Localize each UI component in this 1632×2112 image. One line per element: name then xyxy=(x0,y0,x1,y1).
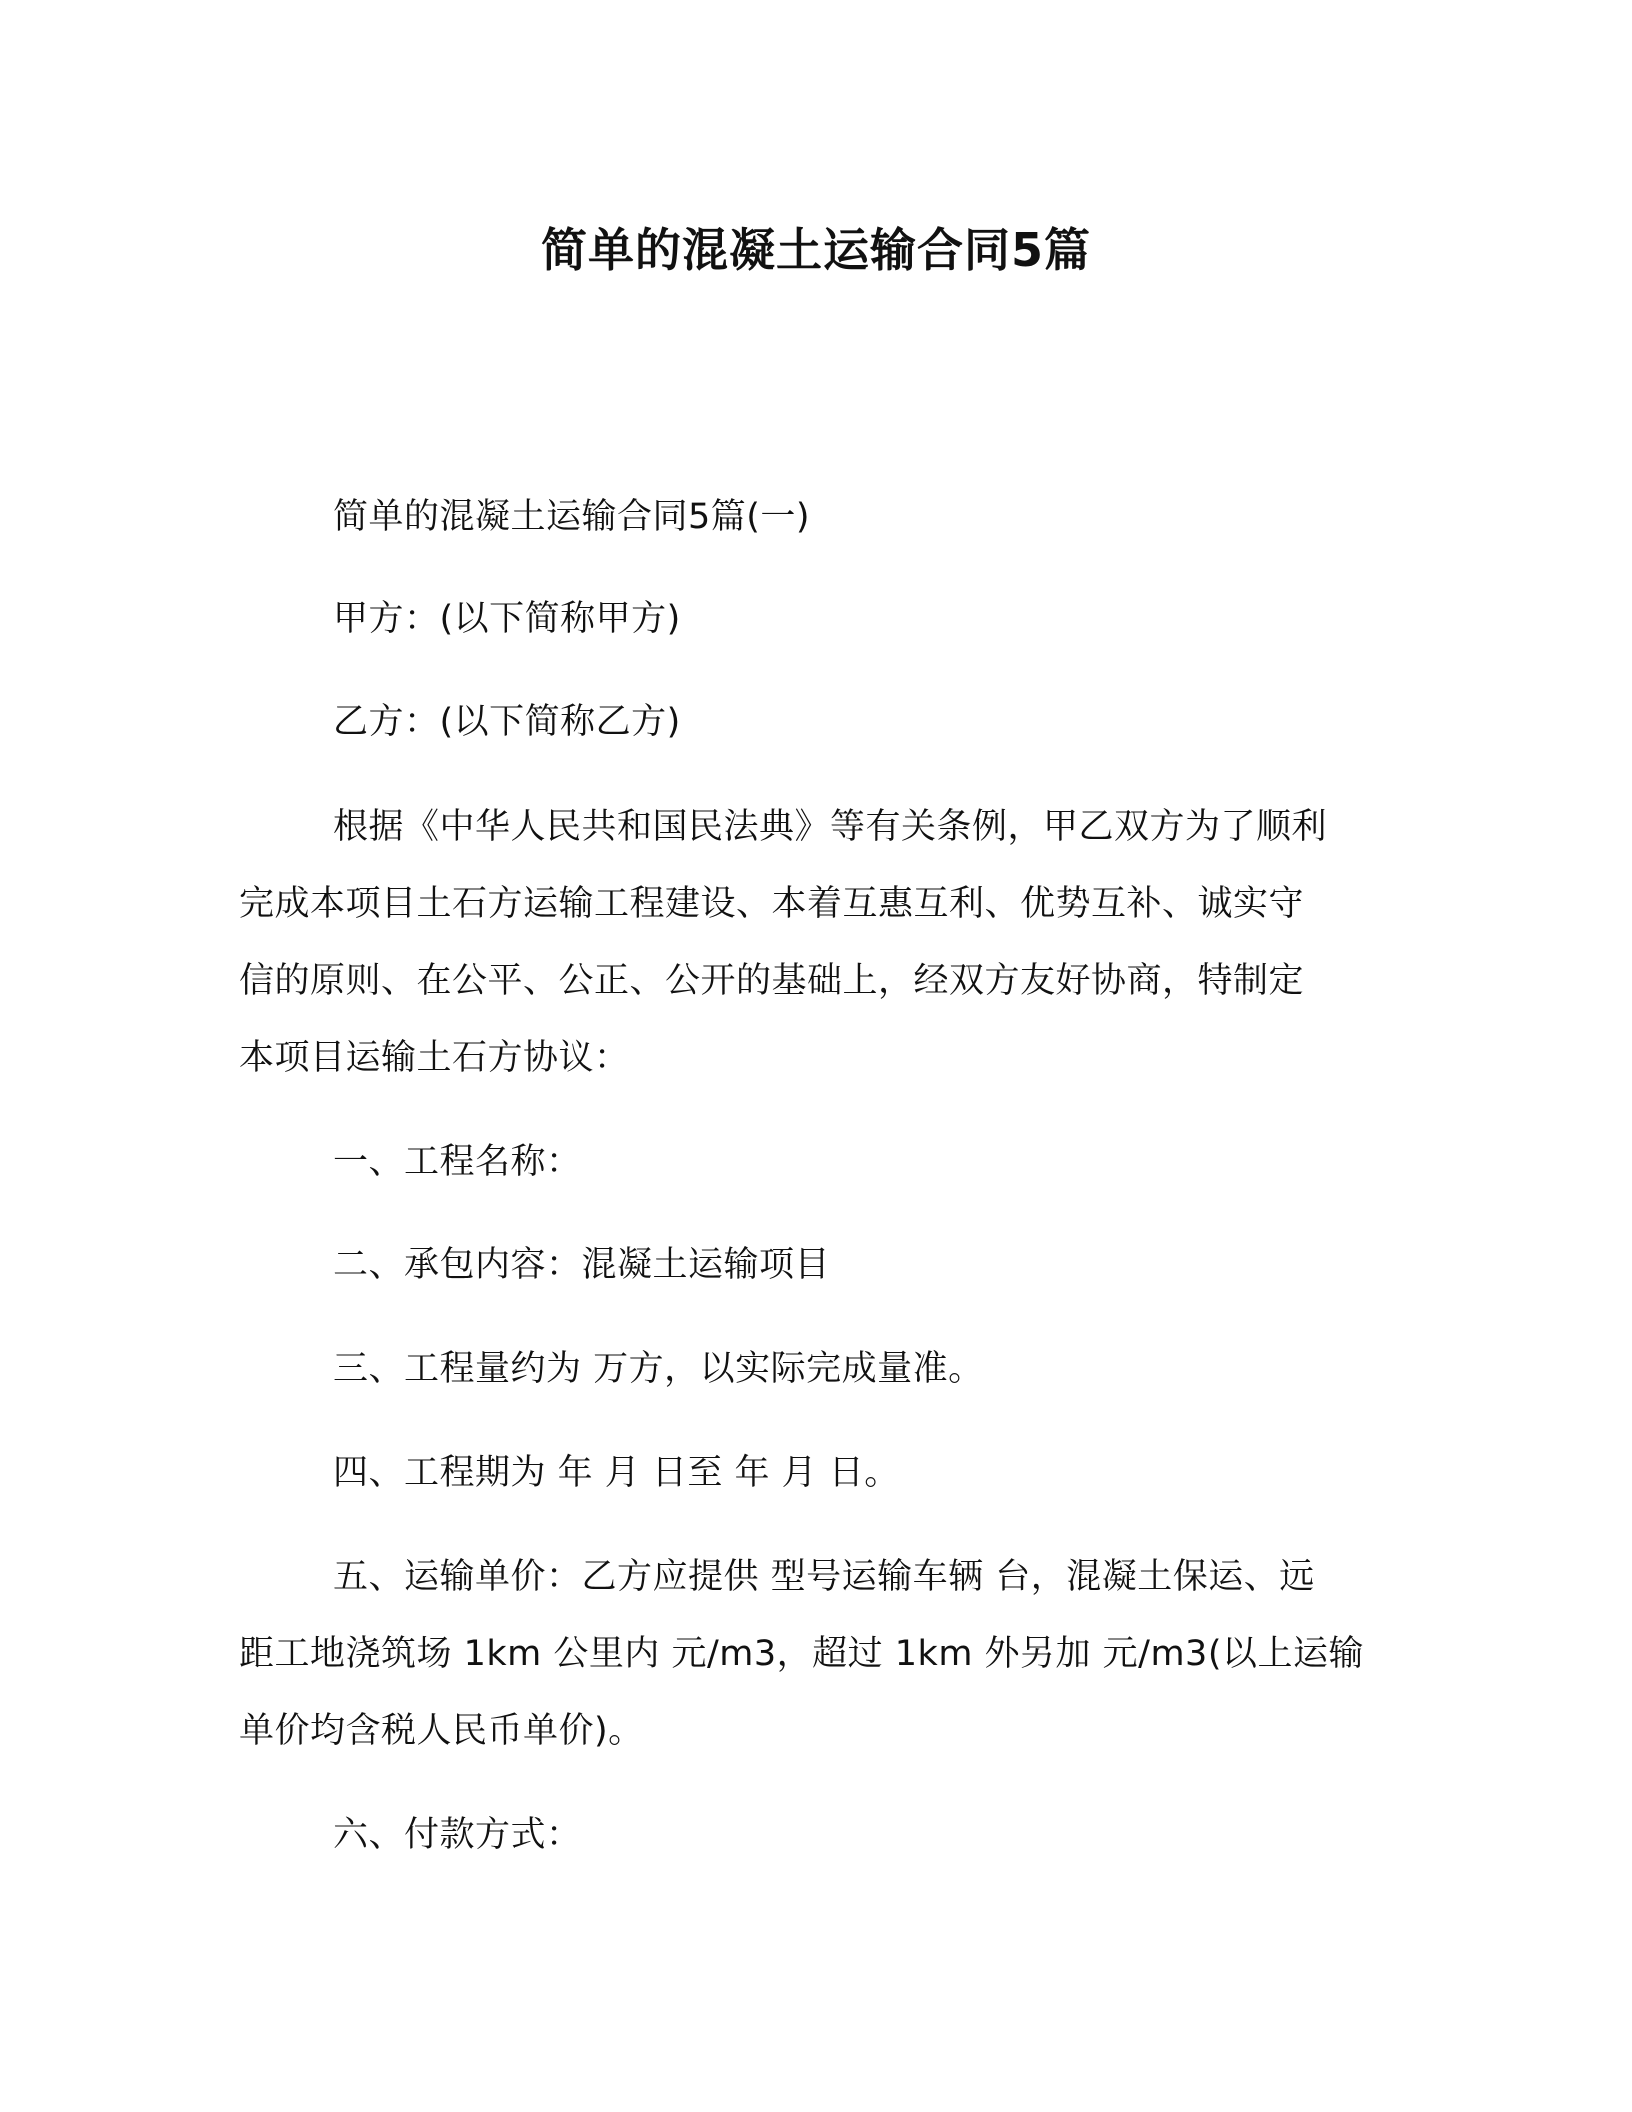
party-a-line: 甲方：(以下简称甲方) xyxy=(333,599,681,639)
clause-payment: 六、付款方式： xyxy=(333,1815,582,1855)
paragraph-line: 完成本项目土石方运输工程建设、本着互惠互利、优势互补、诚实守 xyxy=(239,884,1305,924)
paragraph-line: 信的原则、在公平、公正、公开的基础上，经双方友好协商，特制定 xyxy=(239,961,1305,1001)
section-heading: 简单的混凝土运输合同5篇(一) xyxy=(333,497,811,537)
clause-quantity: 三、工程量约为 万方，以实际完成量准。 xyxy=(333,1349,984,1389)
clause-unit-price: 五、运输单价：乙方应提供 型号运输车辆 台，混凝土保运、远 xyxy=(333,1557,1315,1597)
party-b-line: 乙方：(以下简称乙方) xyxy=(333,702,681,742)
clause-scope: 二、承包内容：混凝土运输项目 xyxy=(333,1245,831,1285)
paragraph-line: 本项目运输土石方协议： xyxy=(239,1038,630,1078)
document-title: 简单的混凝土运输合同5篇 xyxy=(540,223,1091,277)
clause-unit-price-cont: 距工地浇筑场 1km 公里内 元/m3，超过 1km 外另加 元/m3(以上运输 xyxy=(239,1634,1364,1674)
paragraph-line: 根据《中华人民共和国民法典》等有关条例，甲乙双方为了顺利 xyxy=(333,807,1328,847)
clause-project-name: 一、工程名称： xyxy=(333,1142,582,1182)
clause-period: 四、工程期为 年 月 日至 年 月 日。 xyxy=(333,1453,900,1493)
clause-unit-price-cont: 单价均含税人民币单价)。 xyxy=(239,1711,644,1751)
